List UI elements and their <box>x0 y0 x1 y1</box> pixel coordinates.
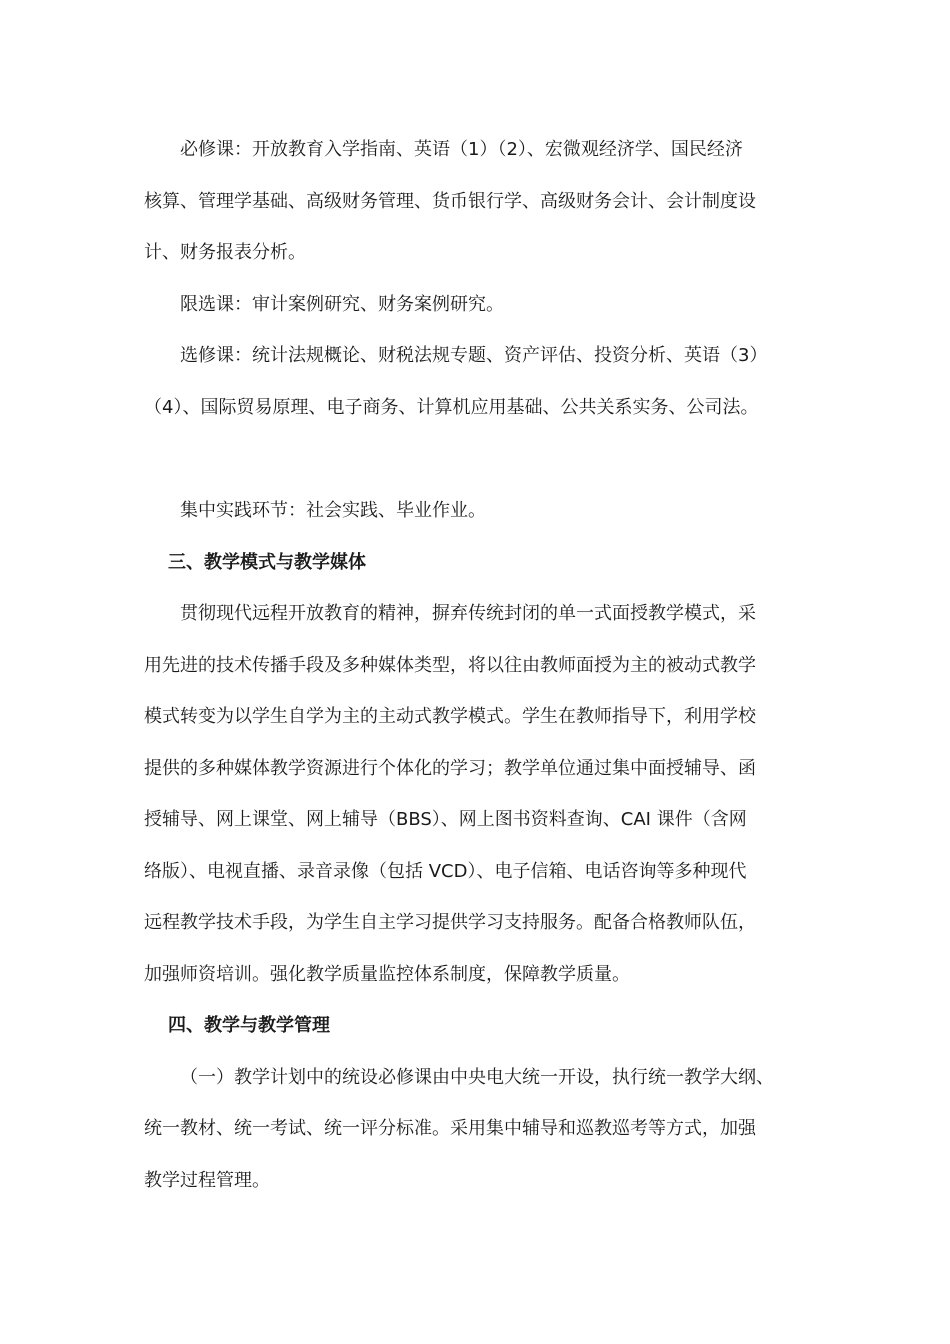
text-line: 选修课：统计法规概论、财税法规专题、资产评估、投资分析、英语（3） <box>180 345 768 366</box>
paragraph-electives <box>144 330 824 433</box>
text-line: 统一教材、统一考试、统一评分标准。采用集中辅导和巡教巡考等方式，加强 <box>144 1118 756 1139</box>
section-heading-teaching-management: 四、教学与教学管理 <box>168 1015 330 1036</box>
paragraph-required-courses <box>144 124 824 279</box>
text-line: 远程教学技术手段，为学生自主学习提供学习支持服务。配备合格教师队伍， <box>144 912 756 933</box>
text-line: 络版）、电视直播、录音录像（包括 VCD）、电子信箱、电话咨询等多种现代 <box>144 860 747 882</box>
text-line: 用先进的技术传播手段及多种媒体类型，将以往由教师面授为主的被动式教学 <box>144 654 756 676</box>
blank-line <box>144 433 824 485</box>
text-line: 模式转变为以学生自学为主的主动式教学模式。学生在教师指导下，利用学校 <box>144 706 756 727</box>
text-line: 教学过程管理。 <box>144 1169 270 1191</box>
text-line: （一）教学计划中的统设必修课由中央电大统一开设，执行统一教学大纲、 <box>180 1066 774 1088</box>
text-line: 加强师资培训。强化教学质量监控体系制度，保障教学质量。 <box>144 963 630 985</box>
text-line: 授辅导、网上课堂、网上辅导（BBS）、网上图书资料查询、CAI 课件（含网 <box>144 809 747 830</box>
text-line: （4）、国际贸易原理、电子商务、计算机应用基础、公共关系实务、公司法。 <box>144 396 759 418</box>
text-line: 集中实践环节：社会实践、毕业作业。 <box>180 500 486 521</box>
paragraph-limited-electives <box>144 279 824 331</box>
text-line: 提供的多种媒体教学资源进行个体化的学习；教学单位通过集中面授辅导、函 <box>144 757 756 779</box>
section-heading-teaching-mode: 三、教学模式与教学媒体 <box>168 551 366 573</box>
text-line: 计、财务报表分析。 <box>144 242 306 263</box>
text-line: 贯彻现代远程开放教育的精神，摒弃传统封闭的单一式面授教学模式，采 <box>180 603 756 624</box>
paragraph-practice <box>144 485 824 537</box>
paragraph-teaching-mode <box>144 588 824 1000</box>
text-line: 限选课：审计案例研究、财务案例研究。 <box>180 293 504 315</box>
text-line: 必修课：开放教育入学指南、英语（1）（2）、宏微观经济学、国民经济 <box>180 139 743 160</box>
paragraph-unified-courses <box>144 1052 824 1207</box>
document-page <box>144 124 824 1206</box>
text-line: 核算、管理学基础、高级财务管理、货币银行学、高级财务会计、会计制度设 <box>144 190 756 212</box>
